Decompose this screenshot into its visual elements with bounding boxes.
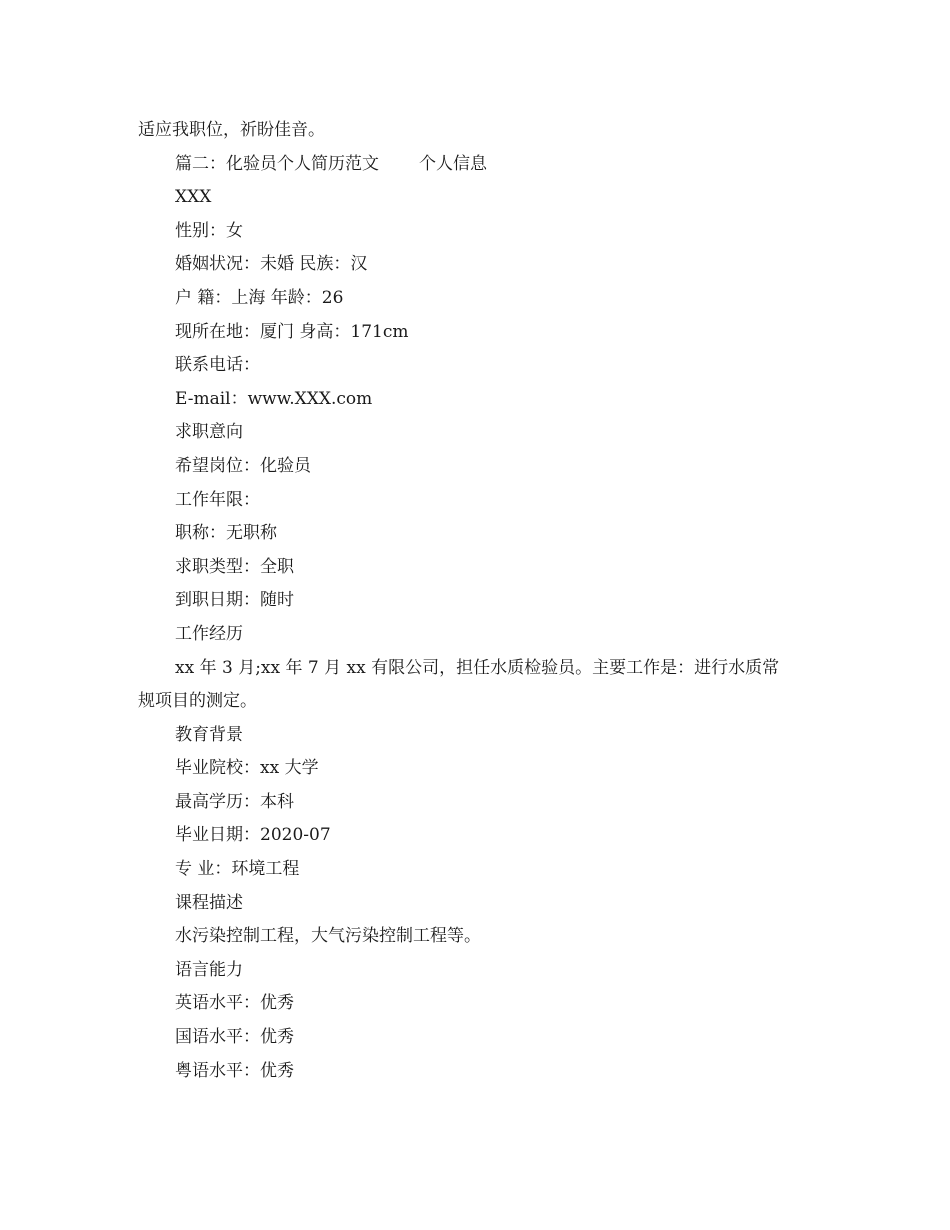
start-date-line: 到职日期：随时	[175, 590, 294, 611]
email-line: E-mail：www.XXX.com	[175, 388, 373, 409]
language-heading: 语言能力	[175, 959, 243, 980]
english-level-line: 英语水平：优秀	[175, 993, 294, 1014]
degree-line: 最高学历：本科	[175, 791, 294, 812]
courses-line: 水污染控制工程，大气污染控制工程等。	[175, 926, 481, 947]
job-title-line: 职称：无职称	[175, 523, 277, 544]
phone-line: 联系电话：	[175, 355, 260, 376]
work-experience-line-2: 规项目的测定。	[138, 691, 257, 712]
location-height-line: 现所在地：厦门 身高：171cm	[175, 321, 409, 342]
mandarin-level-line: 国语水平：优秀	[175, 1027, 294, 1048]
cantonese-level-line: 粤语水平：优秀	[175, 1060, 294, 1081]
major-line: 专 业：环境工程	[175, 859, 300, 880]
work-experience-line-1: xx 年 3 月;xx 年 7 月 xx 有限公司，担任水质检验员。主要工作是：进行水质常	[175, 657, 780, 678]
document-body	[138, 114, 818, 1088]
section-title-line	[138, 148, 818, 182]
closing-line: 适应我职位，祈盼佳音。	[138, 120, 325, 140]
marital-ethnic-line: 婚姻状况：未婚 民族：汉	[175, 254, 368, 275]
work-years-line: 工作年限：	[175, 489, 260, 510]
course-heading: 课程描述	[175, 892, 243, 913]
section-title: 篇二：化验员个人简历范文	[175, 153, 379, 174]
section-subtitle: 个人信息	[419, 153, 487, 174]
gender-line: 性别：女	[175, 220, 243, 241]
graduation-date-line: 毕业日期：2020-07	[175, 825, 331, 846]
education-heading: 教育背景	[175, 724, 243, 745]
registry-age-line: 户 籍：上海 年龄：26	[175, 287, 344, 308]
job-type-line: 求职类型：全职	[175, 556, 294, 577]
desired-position-line: 希望岗位：化验员	[175, 455, 311, 476]
school-line: 毕业院校：xx 大学	[175, 758, 319, 779]
work-experience-heading: 工作经历	[175, 623, 243, 644]
applicant-name: XXX	[175, 187, 212, 208]
job-intent-heading: 求职意向	[175, 422, 243, 443]
